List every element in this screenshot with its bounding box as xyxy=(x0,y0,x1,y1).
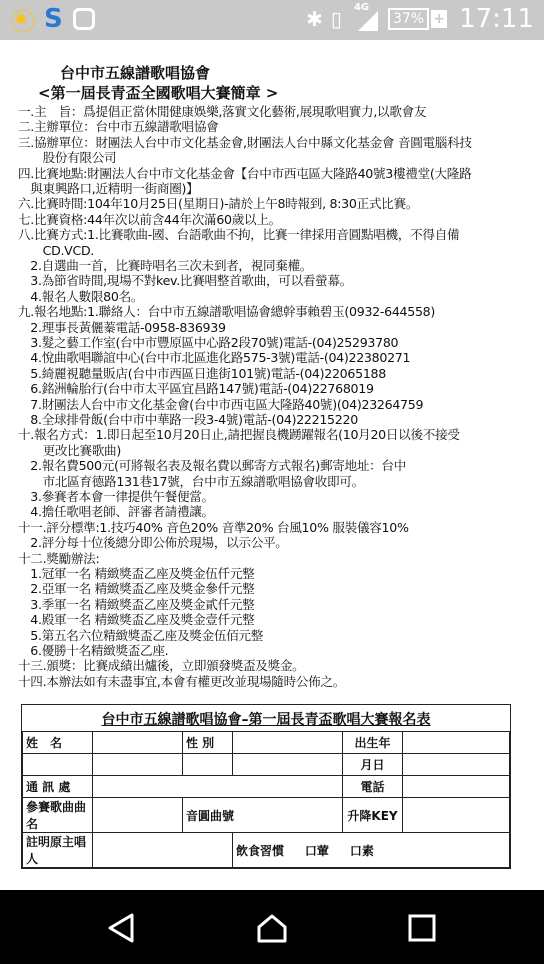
status-bar xyxy=(0,0,544,40)
form-row-song xyxy=(23,798,510,833)
track-label: 音圓曲號 xyxy=(183,798,343,833)
doc-line: 一.主 旨：爲提倡正當休閒健康娛樂,落實文化藝術,展現歌唱實力,以歌會友 xyxy=(18,104,427,119)
blank-cell xyxy=(23,754,93,776)
doc-line: 1.冠軍一名 精緻獎盃乙座及獎金伍仟元整 xyxy=(18,566,255,581)
blank-cell xyxy=(233,754,343,776)
rounded-square-icon xyxy=(73,8,95,30)
doc-line: 4.擔任歌唱老師、評審者請禮讓。 xyxy=(18,504,214,520)
recent-apps-icon[interactable] xyxy=(406,912,438,944)
diet-label: 飲食習慣 xyxy=(236,843,285,858)
gender-label: 性 別 xyxy=(183,732,233,754)
doc-line: 六.比賽時間:104年10月25日(星期日)-請於上午8時報到, 8:30正式比賽。 xyxy=(18,196,419,212)
vibrate-icon: ▯ xyxy=(330,7,342,31)
doc-line: CD.VCD. xyxy=(18,242,95,258)
doc-line: 四.比賽地點:財團法人台中市文化基金會【台中市西屯區大隆路40號3樓禮堂(大隆路 xyxy=(18,165,472,181)
clock: 17:11 xyxy=(459,4,534,34)
blank-cell xyxy=(93,754,183,776)
blank-cell xyxy=(403,754,510,776)
doc-line: 2.評分每十位後總分即公佈於現場，以示公平。 xyxy=(18,535,288,551)
doc-line: 5.第五名六位精緻獎盃乙座及獎金伍佰元整 xyxy=(18,627,263,643)
diet-veg-option: 口素 xyxy=(349,843,374,858)
birth-label-line2: 月日 xyxy=(343,754,403,776)
birth-field xyxy=(403,732,510,754)
doc-line: 八.比賽方式:1.比賽歌曲-國、台語歌曲不拘，比賽一律採用音圓點唱機，不得自備 xyxy=(18,227,460,243)
s-app-icon: S xyxy=(44,4,63,34)
doc-line: 3.季軍一名 精緻獎盃乙座及獎金貳仟元整 xyxy=(18,596,255,612)
bluetooth-icon: ✱ xyxy=(306,7,323,31)
form-table xyxy=(22,731,510,868)
charging-icon: + xyxy=(431,10,447,28)
doc-line: 市北區育德路131巷17號，台中市五線譜歌唱協會收即可。 xyxy=(18,473,364,489)
name-field xyxy=(93,732,183,754)
form-caption: 台中市五線譜歌唱協會–第一屆長青盃歌唱大賽報名表 xyxy=(101,712,431,728)
doc-title-contest: <第一屆長青盃全國歌唱大賽簡章 > xyxy=(38,84,279,102)
doc-line: 十二.獎勵辦法: xyxy=(18,550,100,566)
diet-meat-option: 口葷 xyxy=(304,843,329,858)
address-field xyxy=(93,776,343,798)
doc-line: 七.比賽資格:44年次以前含44年次滿60歲以上。 xyxy=(18,211,281,227)
doc-line: 8.全球排骨飯(台中市中華路一段3-4號)電話-(04)22215220 xyxy=(18,412,358,427)
doc-line: 4.殿軍一名 精緻獎盃乙座及獎金壹仟元整 xyxy=(18,612,255,628)
home-icon[interactable] xyxy=(256,912,288,944)
doc-line: 十.報名方式：1.即日起至10月20日止,請把握良機踴躍報名(10月20日以後不接受 xyxy=(18,427,460,443)
doc-line: 十一.評分標準:1.技巧40% 音色20% 音準20% 台風10% 服裝儀容10% xyxy=(18,519,409,535)
doc-line: 二.主辦單位：台中市五線譜歌唱協會 xyxy=(18,119,219,135)
doc-line: 7.財團法人台中市文化基金會(台中市西屯區大隆路40號)(04)23264759 xyxy=(18,396,424,412)
doc-title-association: 台中市五線譜歌唱協會 xyxy=(60,64,211,82)
doc-line: 4.報名人數限80名。 xyxy=(18,288,144,304)
battery-percent: 37% xyxy=(388,8,429,30)
weather-sun-icon xyxy=(8,6,34,32)
doc-line: 3.為節省時間,現場不對kev.比賽唱整首歌曲，可以看螢幕。 xyxy=(18,273,353,289)
doc-line: 2.理事長黃儷蓁電話-0958-836939 xyxy=(18,319,226,335)
doc-line: 4.悅曲歌唱聯誼中心(台中市北區進化路575-3號)電話-(04)22380271 xyxy=(18,350,411,366)
doc-line: 6.銘洲輪胎行(台中市太平區宜昌路147號)電話-(04)22768019 xyxy=(18,381,374,397)
announcement-document xyxy=(18,46,524,886)
doc-line: 6.優勝十名精緻獎盃乙座. xyxy=(18,643,169,658)
diet-cell xyxy=(233,833,510,868)
doc-line: 十四.本辦法如有未盡事宜,本會有權更改並現場隨時公佈之。 xyxy=(18,673,346,689)
doc-line: 更改比賽歌曲) xyxy=(18,442,121,458)
phone-field xyxy=(403,776,510,798)
guardian-field xyxy=(93,833,233,868)
birth-label-line1: 出生年 xyxy=(354,736,391,750)
form-row-guardian xyxy=(23,833,510,868)
name-label: 姓 名 xyxy=(23,732,93,754)
doc-line: 2.報名費500元(可將報名表及報名費以郵寄方式報名)郵寄地址：台中 xyxy=(18,458,407,474)
form-row-address xyxy=(23,776,510,798)
doc-line: 九.報名地點:1.聯絡人：台中市五線譜歌唱協會總幹事賴碧玉(0932-644558) xyxy=(18,304,436,320)
birth-label xyxy=(343,732,403,754)
doc-line: 十三.頒獎：比賽成績出爐後，立即頒發獎盃及獎金。 xyxy=(18,658,305,674)
gender-field xyxy=(233,732,343,754)
network-type-label: 4G xyxy=(353,2,370,13)
doc-line: 3.參賽者本會一律提供午餐便當。 xyxy=(18,489,214,504)
phone-label: 電話 xyxy=(343,776,403,798)
form-row-name xyxy=(23,732,510,754)
doc-line: 三.協辦單位：財團法人台中市文化基金會,財團法人台中縣文化基金會 音圓電腦科技 xyxy=(18,134,472,150)
key-field xyxy=(403,798,510,833)
navigation-bar xyxy=(0,890,544,964)
doc-line: 5.綺麗視聽量販店(台中市西區日進街101號)電話-(04)22065188 xyxy=(18,365,386,381)
song-field xyxy=(93,798,183,833)
doc-line: 2.自選曲一首，比賽時唱名三次未到者，視同棄權。 xyxy=(18,258,313,273)
address-label: 通 訊 處 xyxy=(23,776,93,798)
battery-indicator xyxy=(388,8,447,30)
doc-line: 股份有限公司 xyxy=(18,150,117,166)
doc-line: 2.亞軍一名 精緻獎盃乙座及獎金參仟元整 xyxy=(18,581,255,597)
guardian-label: 註明原主唱人 xyxy=(23,833,93,868)
doc-line: 3.髮之藝工作室(台中市豐原區中心路2段70號)電話-(04)25293780 xyxy=(18,335,399,350)
form-row-birth-day xyxy=(23,754,510,776)
song-label: 參賽歌曲曲名 xyxy=(23,798,93,833)
blank-cell xyxy=(183,754,233,776)
doc-line: 與東興路口,近精明一街商圈)】 xyxy=(18,181,199,196)
signal-icon xyxy=(350,4,380,34)
key-label: 升降KEY xyxy=(343,798,403,833)
back-icon[interactable] xyxy=(106,912,138,944)
registration-form xyxy=(21,704,511,869)
